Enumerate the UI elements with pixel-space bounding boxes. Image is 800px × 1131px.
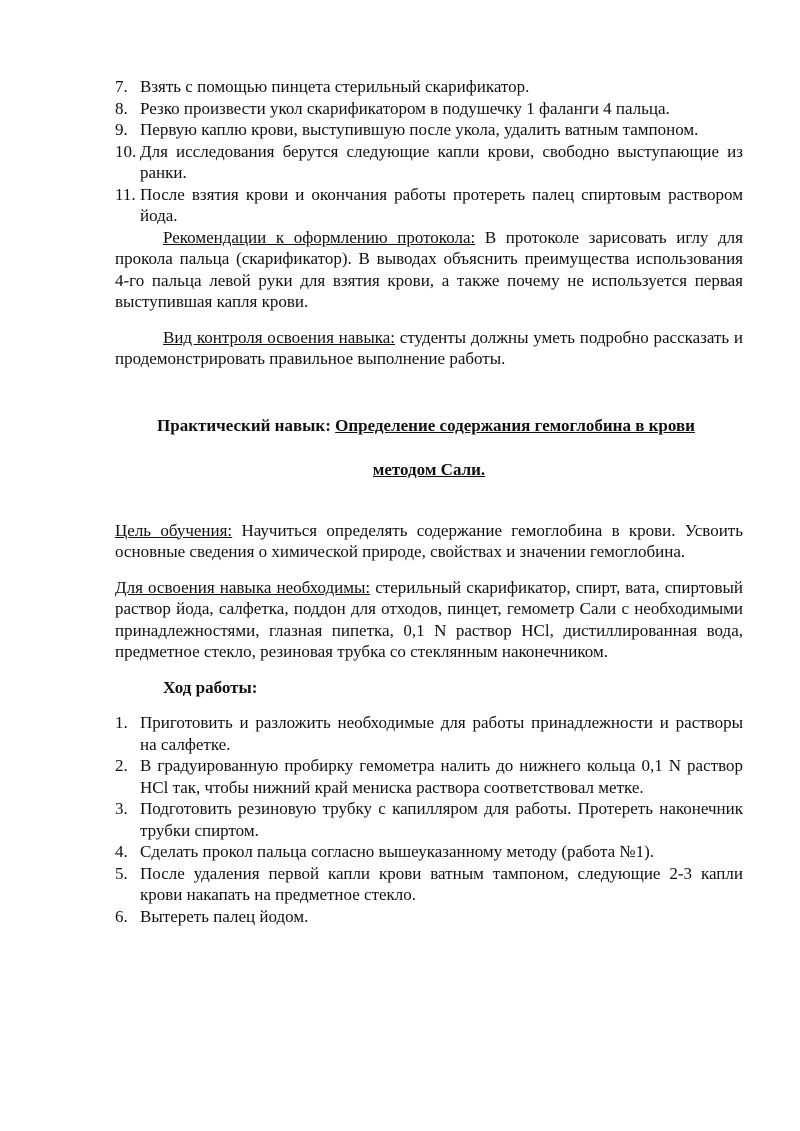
item-text: Подготовить резиновую трубку с капилляром для работы. Протереть наконечник трубки спиртом.: [140, 799, 743, 840]
item-text: Приготовить и разложить необходимые для работы принадлежности и растворы на салфетке.: [140, 713, 743, 754]
protocol-label: Рекомендации к оформлению протокола:: [163, 227, 476, 247]
goal-label: Цель обучения:: [115, 520, 233, 540]
control-paragraph: [115, 327, 743, 370]
item-number: 2.: [115, 756, 128, 775]
needs-text: стерильный скарификатор, спирт, вата, спиртовый раствор йода, салфетка, поддон для отходов, пинцет, гемометр Сали с необходимыми принадлежностями, глазная пипетка, 0,1 N раствор HCl, дистиллированная вода, предметное стекло, резиновая трубка со стеклянным наконечником.: [115, 577, 743, 661]
skill-heading: [109, 406, 743, 446]
skill-heading-line2: [115, 450, 743, 490]
list-item: [115, 755, 743, 798]
list-item: [115, 712, 743, 755]
list-item: [115, 863, 743, 906]
item-number: 1.: [115, 713, 128, 732]
item-number: 7.: [115, 77, 128, 96]
list-item: [115, 798, 743, 841]
item-text: Взять с помощью пинцета стерильный скарификатор.: [140, 77, 530, 96]
item-number: 8.: [115, 98, 128, 118]
document-page: [115, 76, 743, 927]
item-text: После взятия крови и окончания работы протереть палец спиртовым раствором йода.: [140, 184, 743, 225]
item-number: 5.: [115, 863, 128, 883]
item-text: Вытереть палец йодом.: [140, 906, 309, 926]
item-number: 10.: [115, 141, 137, 161]
item-number: 11.: [115, 184, 136, 204]
steps-list-continued: [115, 76, 743, 227]
list-item: [115, 841, 743, 863]
protocol-text: В протоколе зарисовать иглу для прокола пальца (скарификатор). В выводах объяснить преимущества использования 4-го пальца левой руки для взятия крови, а также почему не используется первая выступившая капля крови.: [115, 227, 743, 311]
goal-text: Научиться определять содержание гемоглобина в крови. Усвоить основные сведения о химической природе, свойствах и значении гемоглобина.: [115, 520, 743, 561]
list-item: [115, 906, 743, 928]
goal-paragraph: [115, 520, 743, 563]
procedure-heading: Ход работы:: [163, 677, 258, 697]
skill-title-line1: Определение содержания гемоглобина в крови: [335, 415, 695, 435]
item-text: В градуированную пробирку гемометра налить до нижнего кольца 0,1 N раствор HCl так, чтобы нижний край мениска раствора соответствовал метке.: [140, 756, 743, 797]
procedure-steps-list: [115, 712, 743, 927]
skill-title-line2: методом Сали.: [372, 459, 486, 479]
control-text: студенты должны уметь подробно рассказать и продемонстрировать правильное выполнение работы.: [115, 327, 744, 368]
item-number: 9.: [115, 120, 128, 139]
item-text: Резко произвести укол скарификатором в подушечку 1 фаланги 4 пальца.: [140, 98, 670, 118]
item-number: 3.: [115, 799, 128, 818]
list-item: [115, 98, 743, 120]
list-item: [115, 119, 743, 141]
list-item: [115, 76, 743, 98]
item-text: Первую каплю крови, выступившую после укола, удалить ватным тампоном.: [140, 120, 699, 139]
item-number: 4.: [115, 842, 128, 861]
skill-prefix: Практический навык:: [157, 415, 336, 435]
needs-paragraph: [115, 577, 743, 663]
list-item: [115, 141, 743, 184]
item-text: Сделать прокол пальца согласно вышеуказанному методу (работа №1).: [140, 842, 655, 861]
item-number: 6.: [115, 906, 128, 926]
control-label: Вид контроля освоения навыка:: [163, 327, 396, 347]
item-text: Для исследования берутся следующие капли крови, свободно выступающие из ранки.: [140, 141, 743, 182]
needs-label: Для освоения навыка необходимы:: [115, 577, 371, 597]
item-text: После удаления первой капли крови ватным тампоном, следующие 2-3 капли крови накапать на предметное стекло.: [140, 863, 743, 904]
protocol-paragraph: [115, 227, 743, 313]
list-item: [115, 184, 743, 227]
